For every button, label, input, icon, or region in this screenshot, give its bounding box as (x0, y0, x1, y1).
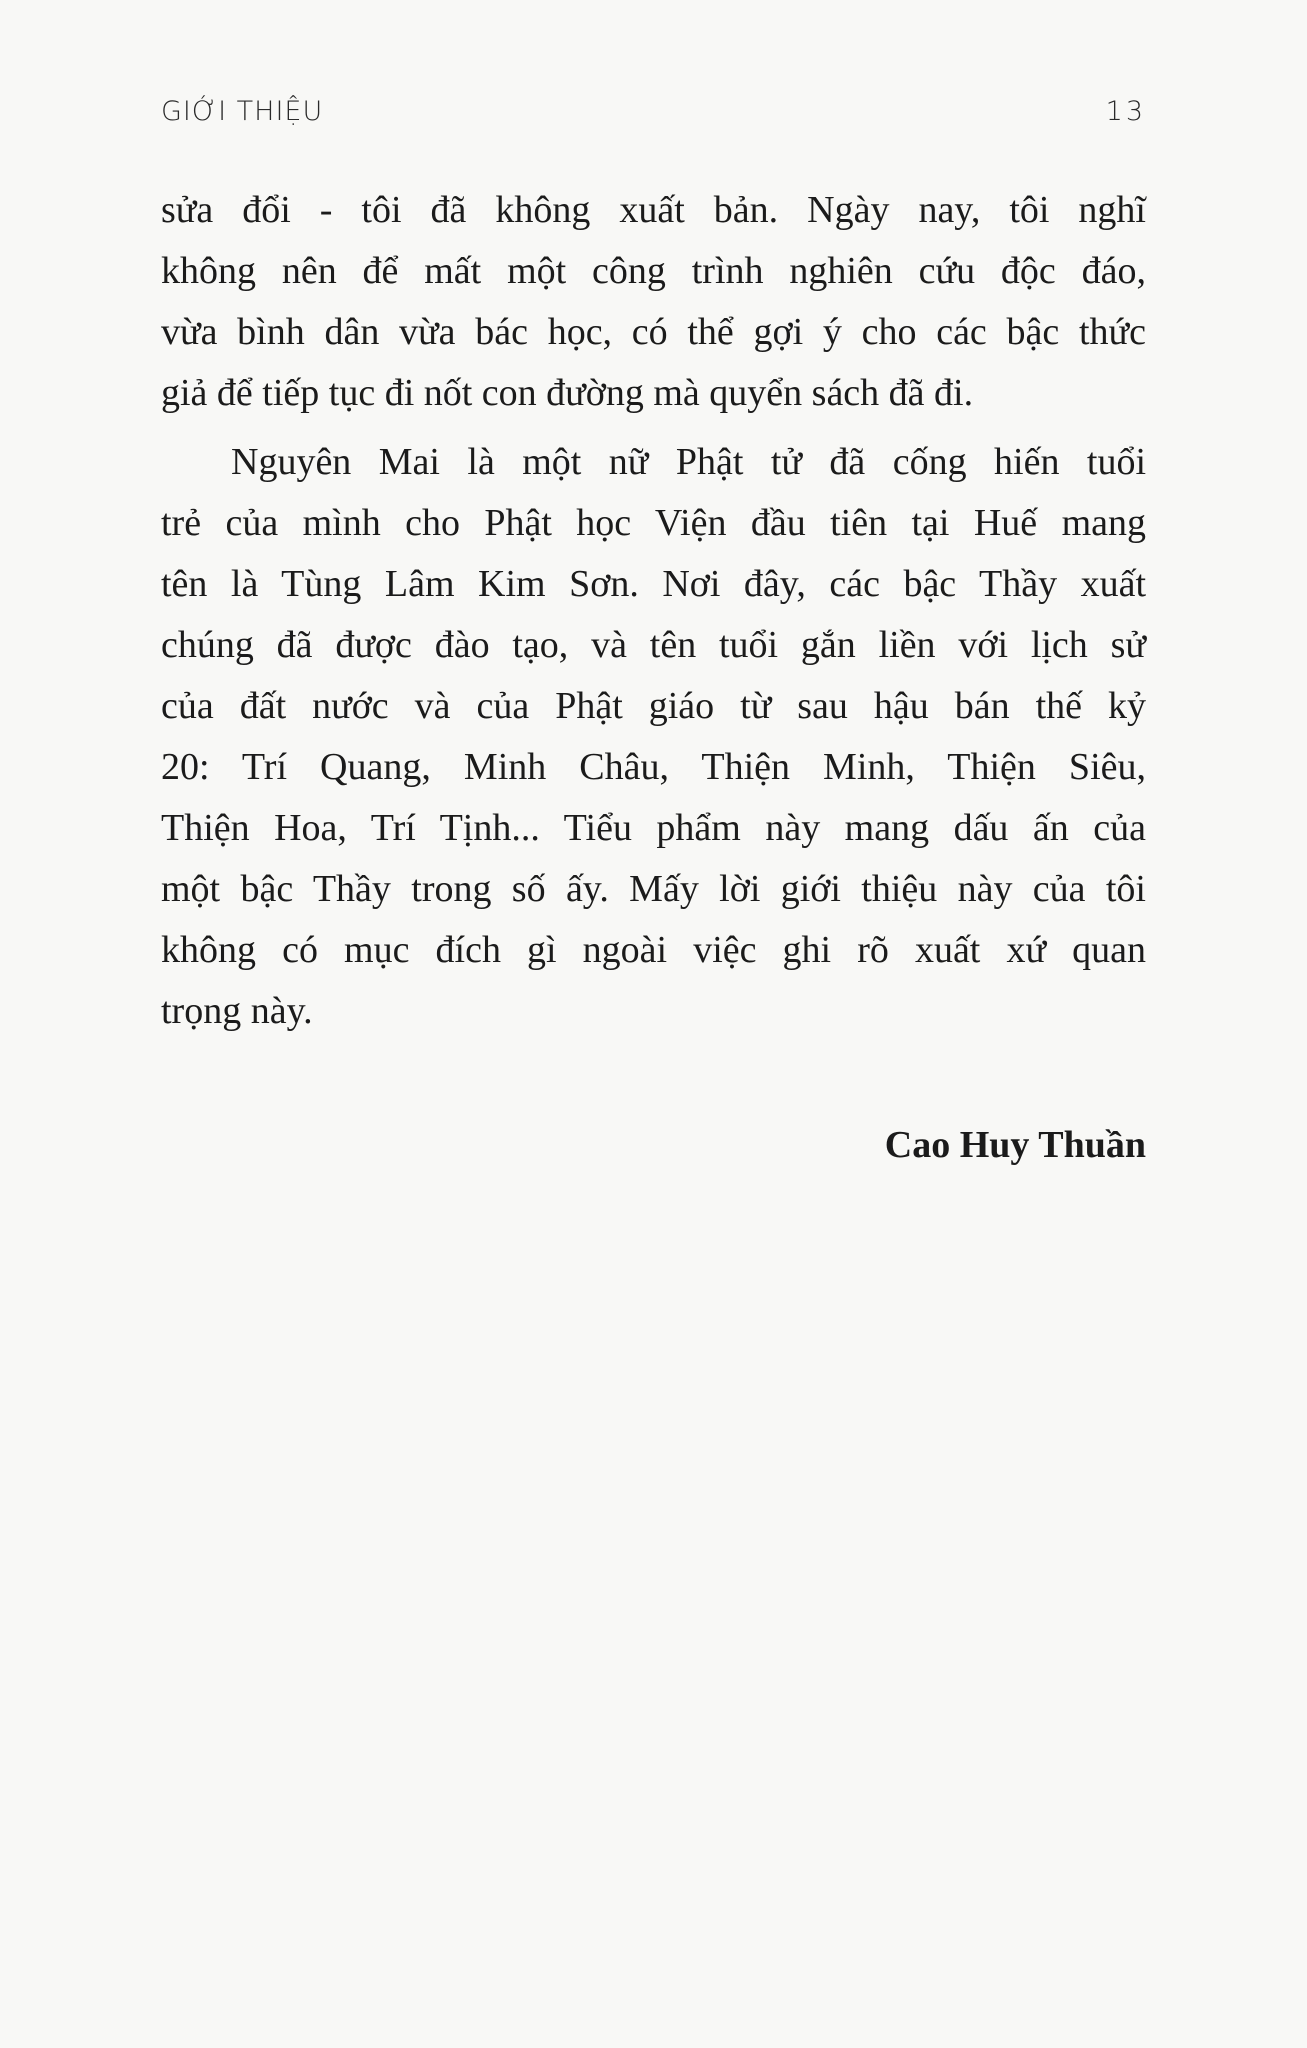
paragraph-1 (161, 180, 1146, 424)
author-signature: Cao Huy Thuần (884, 1124, 1146, 1166)
text-line: không có mục đích gì ngoài việc ghi rõ xuất xứ quan (161, 929, 1146, 971)
text-line: trẻ của mình cho Phật học Viện đầu tiên tại Huế mang (161, 502, 1146, 544)
text-line: Thiện Hoa, Trí Tịnh... Tiểu phẩm này mang dấu ấn của (161, 807, 1146, 849)
text-line: trọng này. (161, 990, 313, 1032)
paragraph-2 (161, 432, 1146, 1042)
text-line: sửa đổi - tôi đã không xuất bản. Ngày nay, tôi nghĩ (161, 189, 1146, 231)
body-text (161, 180, 1146, 1042)
text-line: vừa bình dân vừa bác học, có thể gợi ý cho các bậc thức (161, 311, 1146, 353)
text-line: chúng đã được đào tạo, và tên tuổi gắn liền với lịch sử (161, 624, 1146, 666)
text-line: giả để tiếp tục đi nốt con đường mà quyển sách đã đi. (161, 372, 974, 414)
page-number: 13 (1105, 96, 1146, 127)
text-line: Nguyên Mai là một nữ Phật tử đã cống hiến tuổi (231, 441, 1146, 483)
text-line: 20: Trí Quang, Minh Châu, Thiện Minh, Thiện Siêu, (161, 746, 1146, 788)
running-header (161, 96, 1146, 136)
text-line: của đất nước và của Phật giáo từ sau hậu bán thế kỷ (161, 685, 1146, 727)
text-line: không nên để mất một công trình nghiên cứu độc đáo, (161, 250, 1146, 292)
running-title: GIỚI THIỆU (161, 96, 324, 127)
text-line: tên là Tùng Lâm Kim Sơn. Nơi đây, các bậc Thầy xuất (161, 563, 1146, 605)
text-line: một bậc Thầy trong số ấy. Mấy lời giới thiệu này của tôi (161, 868, 1146, 910)
